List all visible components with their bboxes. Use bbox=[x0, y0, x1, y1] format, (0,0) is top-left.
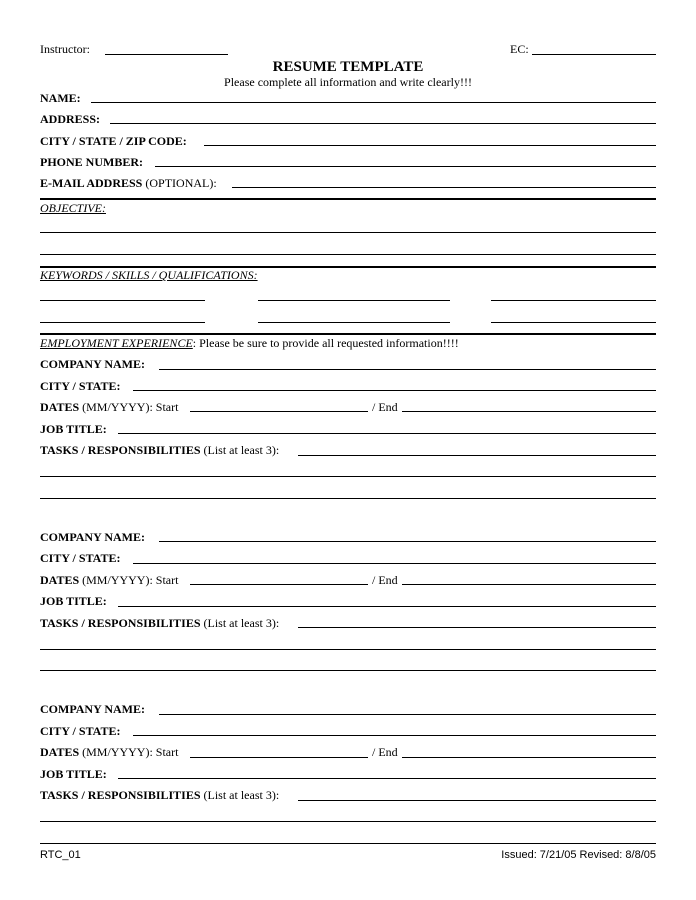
job-title-field[interactable] bbox=[118, 433, 656, 434]
email-label: E-MAIL ADDRESS bbox=[40, 176, 143, 190]
objective-line-1[interactable] bbox=[40, 232, 656, 233]
tasks-field[interactable] bbox=[298, 800, 656, 801]
job-title-field[interactable] bbox=[118, 778, 656, 779]
start-date-field[interactable] bbox=[190, 411, 368, 412]
city-state-label: CITY / STATE: bbox=[40, 379, 121, 393]
company-name-label: COMPANY NAME: bbox=[40, 530, 145, 544]
company-name-field[interactable] bbox=[159, 369, 656, 370]
tasks-line[interactable] bbox=[40, 843, 656, 844]
employment-label: EMPLOYMENT EXPERIENCE bbox=[40, 336, 193, 350]
objective-line-2[interactable] bbox=[40, 254, 656, 255]
dates-format: (MM/YYYY): Start bbox=[82, 573, 179, 587]
phone-field[interactable] bbox=[155, 166, 656, 167]
end-label: / End bbox=[372, 400, 398, 414]
dates-format: (MM/YYYY): Start bbox=[82, 745, 179, 759]
tasks-label: TASKS / RESPONSIBILITIES bbox=[40, 616, 201, 630]
tasks-line[interactable] bbox=[40, 476, 656, 477]
employment-header bbox=[40, 336, 459, 350]
objective-label: OBJECTIVE: bbox=[40, 201, 106, 215]
dates-label-group bbox=[40, 573, 178, 587]
end-date-field[interactable] bbox=[402, 757, 656, 758]
tasks-line[interactable] bbox=[40, 649, 656, 650]
tasks-label-group bbox=[40, 443, 279, 457]
address-field[interactable] bbox=[110, 123, 656, 124]
page-title: RESUME TEMPLATE bbox=[272, 59, 424, 75]
name-label: NAME: bbox=[40, 91, 81, 105]
name-field[interactable] bbox=[91, 102, 656, 103]
tasks-line[interactable] bbox=[40, 821, 656, 822]
tasks-label: TASKS / RESPONSIBILITIES bbox=[40, 788, 201, 802]
issued-revised-date: Issued: 7/21/05 Revised: 8/8/05 bbox=[501, 849, 656, 861]
job-title-field[interactable] bbox=[118, 606, 656, 607]
tasks-field[interactable] bbox=[298, 627, 656, 628]
tasks-label-group bbox=[40, 788, 279, 802]
tasks-label: TASKS / RESPONSIBILITIES bbox=[40, 443, 201, 457]
employment-note: : Please be sure to provide all requested information!!!! bbox=[192, 336, 459, 350]
end-date-field[interactable] bbox=[402, 584, 656, 585]
end-label: / End bbox=[372, 745, 398, 759]
keyword-field[interactable] bbox=[491, 322, 656, 323]
tasks-field[interactable] bbox=[298, 455, 656, 456]
keyword-field[interactable] bbox=[40, 300, 205, 301]
job-title-label: JOB TITLE: bbox=[40, 767, 107, 781]
ec-field[interactable] bbox=[532, 54, 656, 55]
ec-label: EC: bbox=[510, 42, 529, 56]
keyword-field[interactable] bbox=[40, 322, 205, 323]
city-state-zip-label: CITY / STATE / ZIP CODE: bbox=[40, 134, 187, 148]
company-name-field[interactable] bbox=[159, 541, 656, 542]
company-name-field[interactable] bbox=[159, 714, 656, 715]
tasks-note: (List at least 3): bbox=[203, 443, 280, 457]
job-title-label: JOB TITLE: bbox=[40, 422, 107, 436]
city-state-field[interactable] bbox=[133, 390, 656, 391]
email-label-group bbox=[40, 176, 217, 190]
instructor-label: Instructor: bbox=[40, 42, 90, 56]
end-label: / End bbox=[372, 573, 398, 587]
city-state-label: CITY / STATE: bbox=[40, 551, 121, 565]
tasks-line[interactable] bbox=[40, 498, 656, 499]
tasks-label-group bbox=[40, 616, 279, 630]
section-divider bbox=[40, 333, 656, 335]
tasks-note: (List at least 3): bbox=[203, 788, 280, 802]
start-date-field[interactable] bbox=[190, 584, 368, 585]
job-title-label: JOB TITLE: bbox=[40, 594, 107, 608]
city-state-field[interactable] bbox=[133, 563, 656, 564]
tasks-note: (List at least 3): bbox=[203, 616, 280, 630]
city-state-label: CITY / STATE: bbox=[40, 724, 121, 738]
start-date-field[interactable] bbox=[190, 757, 368, 758]
dates-label-group bbox=[40, 400, 178, 414]
city-state-zip-field[interactable] bbox=[204, 145, 656, 146]
address-label: ADDRESS: bbox=[40, 112, 101, 126]
dates-label: DATES bbox=[40, 573, 80, 587]
instructor-field[interactable] bbox=[105, 54, 228, 55]
keyword-field[interactable] bbox=[491, 300, 656, 301]
company-name-label: COMPANY NAME: bbox=[40, 357, 145, 371]
company-name-label: COMPANY NAME: bbox=[40, 702, 145, 716]
form-code: RTC_01 bbox=[40, 849, 81, 861]
dates-label-group bbox=[40, 745, 178, 759]
dates-label: DATES bbox=[40, 745, 80, 759]
keywords-label: KEYWORDS / SKILLS / QUALIFICATIONS: bbox=[40, 268, 258, 282]
dates-label: DATES bbox=[40, 400, 80, 414]
end-date-field[interactable] bbox=[402, 411, 656, 412]
section-divider bbox=[40, 198, 656, 200]
tasks-line[interactable] bbox=[40, 670, 656, 671]
keyword-field[interactable] bbox=[258, 300, 450, 301]
city-state-field[interactable] bbox=[133, 735, 656, 736]
email-field[interactable] bbox=[232, 187, 656, 188]
dates-format: (MM/YYYY): Start bbox=[82, 400, 179, 414]
keyword-field[interactable] bbox=[258, 322, 450, 323]
page-subtitle: Please complete all information and write clearly!!! bbox=[224, 75, 472, 89]
email-note: (OPTIONAL): bbox=[145, 176, 217, 190]
phone-label: PHONE NUMBER: bbox=[40, 155, 143, 169]
